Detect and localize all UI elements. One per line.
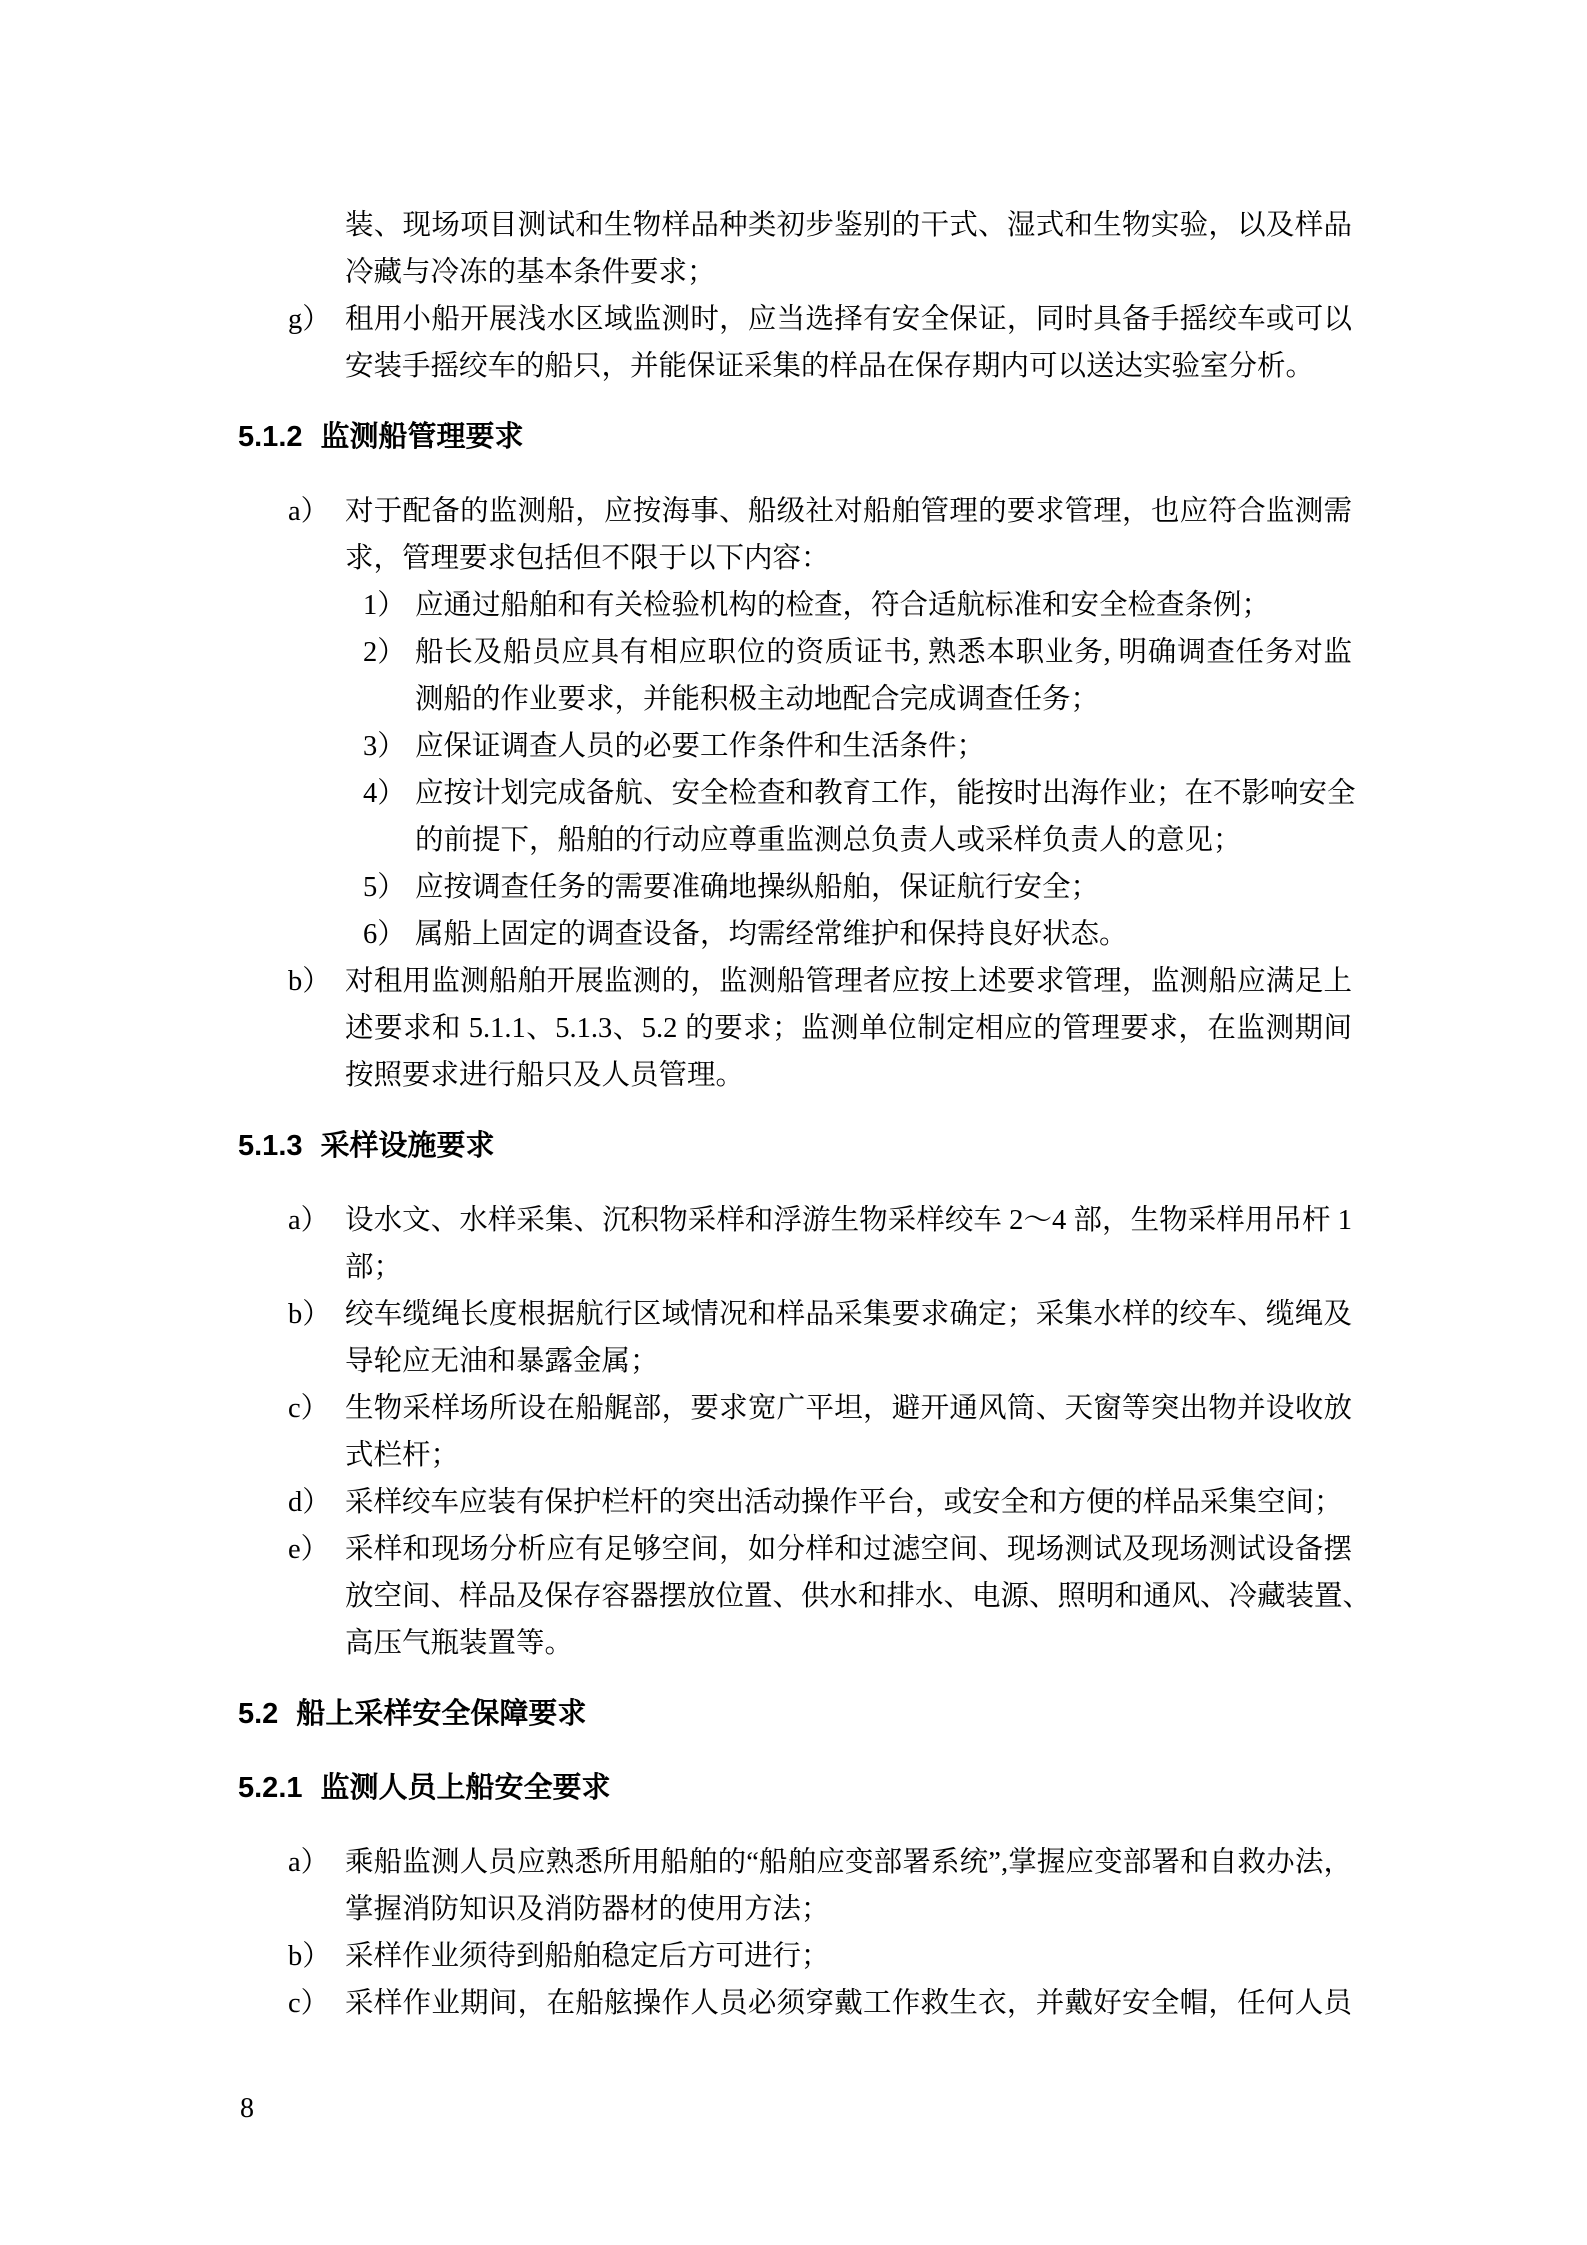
paragraph-text [415, 770, 1356, 864]
section-title: 船上采样安全保障要求 [296, 1698, 587, 1730]
text-line: 租用小船开展浅水区域监测时，应当选择有安全保证，同时具备手摇绞车或可以 [345, 304, 1352, 335]
list-marker: g） [288, 304, 331, 335]
list-marker: b） [288, 1299, 331, 1330]
text-line: 装、现场项目测试和生物样品种类初步鉴别的干式、湿式和生物实验，以及样品 [345, 210, 1352, 241]
section-title: 采样设施要求 [320, 1130, 495, 1162]
numbered-list-item [363, 770, 1356, 864]
list-marker: 4） [363, 778, 406, 809]
lettered-list-item [288, 1479, 1352, 1526]
lettered-list-item [288, 1385, 1352, 1479]
text-line: 掌握消防知识及消防器材的使用方法； [345, 1894, 830, 1925]
text-line: 应保证调查人员的必要工作条件和生活条件； [415, 731, 986, 762]
list-marker: 6） [363, 919, 406, 950]
text-line: 式栏杆； [345, 1440, 460, 1471]
list-marker: 1） [363, 590, 406, 621]
section-number: 5.1.3 [238, 1130, 303, 1162]
text-line: 绞车缆绳长度根据航行区域情况和样品采集要求确定；采集水样的绞车、缆绳及 [345, 1299, 1352, 1330]
lettered-list-item [288, 1291, 1352, 1385]
text-line: 应通过船舶和有关检验机构的检查，符合适航标准和安全检查条例； [415, 590, 1271, 621]
text-line: 属船上固定的调查设备，均需经常维护和保持良好状态。 [415, 919, 1128, 950]
list-marker: 2） [363, 637, 406, 668]
section-heading [238, 1691, 1352, 1738]
paragraph-text [345, 1291, 1352, 1385]
list-marker: 3） [363, 731, 406, 762]
paragraph-text [345, 1839, 1352, 1933]
page-number: 8 [240, 2093, 254, 2124]
section-heading [238, 1765, 1352, 1812]
text-line: 设水文、水样采集、沉积物采样和浮游生物采样绞车 2～4 部，生物采样用吊杆 1 [345, 1205, 1352, 1236]
text-line: 采样绞车应装有保护栏杆的突出活动操作平台，或安全和方便的样品采集空间； [345, 1487, 1343, 1518]
text-line: 应按计划完成备航、安全检查和教育工作，能按时出海作业；在不影响安全 [415, 778, 1356, 809]
section-number: 5.2.1 [238, 1772, 303, 1804]
list-marker: b） [288, 966, 331, 997]
lettered-list-item [288, 488, 1352, 582]
lettered-list-item [288, 1839, 1352, 1933]
lettered-list-item [288, 1197, 1352, 1291]
list-marker: d） [288, 1487, 331, 1518]
list-marker: a） [288, 1205, 330, 1236]
section-number: 5.1.2 [238, 421, 303, 453]
section-number: 5.2 [238, 1698, 279, 1730]
paragraph-text [345, 1933, 1352, 1980]
numbered-list-item [363, 864, 1352, 911]
list-marker: a） [288, 1847, 330, 1878]
lettered-list-item [288, 958, 1352, 1099]
text-line: 采样和现场分析应有足够空间，如分样和过滤空间、现场测试及现场测试设备摆 [345, 1534, 1352, 1565]
list-marker: b） [288, 1941, 331, 1972]
lettered-list-item [288, 1980, 1352, 2027]
text-line: 安装手摇绞车的船只，并能保证采集的样品在保存期内可以送达实验室分析。 [345, 351, 1315, 382]
text-line: 乘船监测人员应熟悉所用船舶的“船舶应变部署系统”,掌握应变部署和自救办法， [345, 1847, 1352, 1878]
section-heading [238, 1123, 1352, 1170]
text-line: 的前提下，船舶的行动应尊重监测总负责人或采样负责人的意见； [415, 825, 1242, 856]
list-marker: e） [288, 1534, 330, 1565]
paragraph-text [345, 1385, 1352, 1479]
paragraph-text [345, 958, 1352, 1099]
text-line: 冷藏与冷冻的基本条件要求； [345, 257, 716, 288]
text-line: 测船的作业要求，并能积极主动地配合完成调查任务； [415, 684, 1100, 715]
lettered-list-item [288, 296, 1352, 390]
numbered-list-item [363, 723, 1352, 770]
numbered-list-item [363, 629, 1352, 723]
section-title: 监测人员上船安全要求 [320, 1772, 611, 1804]
section-title: 监测船管理要求 [320, 421, 524, 453]
lettered-list-item [288, 1933, 1352, 1980]
list-marker: c） [288, 1988, 330, 2019]
paragraph-continuation [345, 202, 1352, 296]
text-line: 高压气瓶装置等。 [345, 1628, 574, 1659]
text-line: 部； [345, 1252, 403, 1283]
paragraph-text [345, 1479, 1352, 1526]
paragraph-text [345, 296, 1352, 390]
paragraph-text [415, 723, 1352, 770]
text-line: 对租用监测船舶开展监测的，监测船管理者应按上述要求管理，监测船应满足上 [345, 966, 1352, 997]
text-line: 求，管理要求包括但不限于以下内容： [345, 543, 830, 574]
list-marker: a） [288, 496, 330, 527]
text-line: 船长及船员应具有相应职位的资质证书, 熟悉本职业务, 明确调查任务对监 [415, 637, 1352, 668]
paragraph-text [415, 911, 1352, 958]
numbered-list-item [363, 582, 1352, 629]
text-line: 导轮应无油和暴露金属； [345, 1346, 659, 1377]
paragraph-text [415, 582, 1352, 629]
section-heading [238, 414, 1352, 461]
paragraph-text [345, 1980, 1352, 2027]
paragraph-text [345, 1526, 1372, 1667]
paragraph-text [345, 202, 1352, 296]
text-line: 采样作业期间，在船舷操作人员必须穿戴工作救生衣，并戴好安全帽，任何人员 [345, 1988, 1352, 2019]
paragraph-text [345, 1197, 1352, 1291]
list-marker: 5） [363, 872, 406, 903]
paragraph-text [345, 488, 1352, 582]
text-line: 述要求和 5.1.1、5.1.3、5.2 的要求；监测单位制定相应的管理要求，在监测期间 [345, 1013, 1352, 1044]
text-line: 采样作业须待到船舶稳定后方可进行； [345, 1941, 830, 1972]
text-line: 应按调查任务的需要准确地操纵船舶，保证航行安全； [415, 872, 1100, 903]
numbered-list-item [363, 911, 1352, 958]
list-marker: c） [288, 1393, 330, 1424]
text-line: 按照要求进行船只及人员管理。 [345, 1060, 745, 1091]
text-line: 对于配备的监测船，应按海事、船级社对船舶管理的要求管理，也应符合监测需 [345, 496, 1352, 527]
text-line: 生物采样场所设在船艉部，要求宽广平坦，避开通风筒、天窗等突出物并设收放 [345, 1393, 1352, 1424]
paragraph-text [415, 629, 1352, 723]
text-line: 放空间、样品及保存容器摆放位置、供水和排水、电源、照明和通风、冷藏装置、 [345, 1581, 1372, 1612]
lettered-list-item [288, 1526, 1372, 1667]
paragraph-text [415, 864, 1352, 911]
